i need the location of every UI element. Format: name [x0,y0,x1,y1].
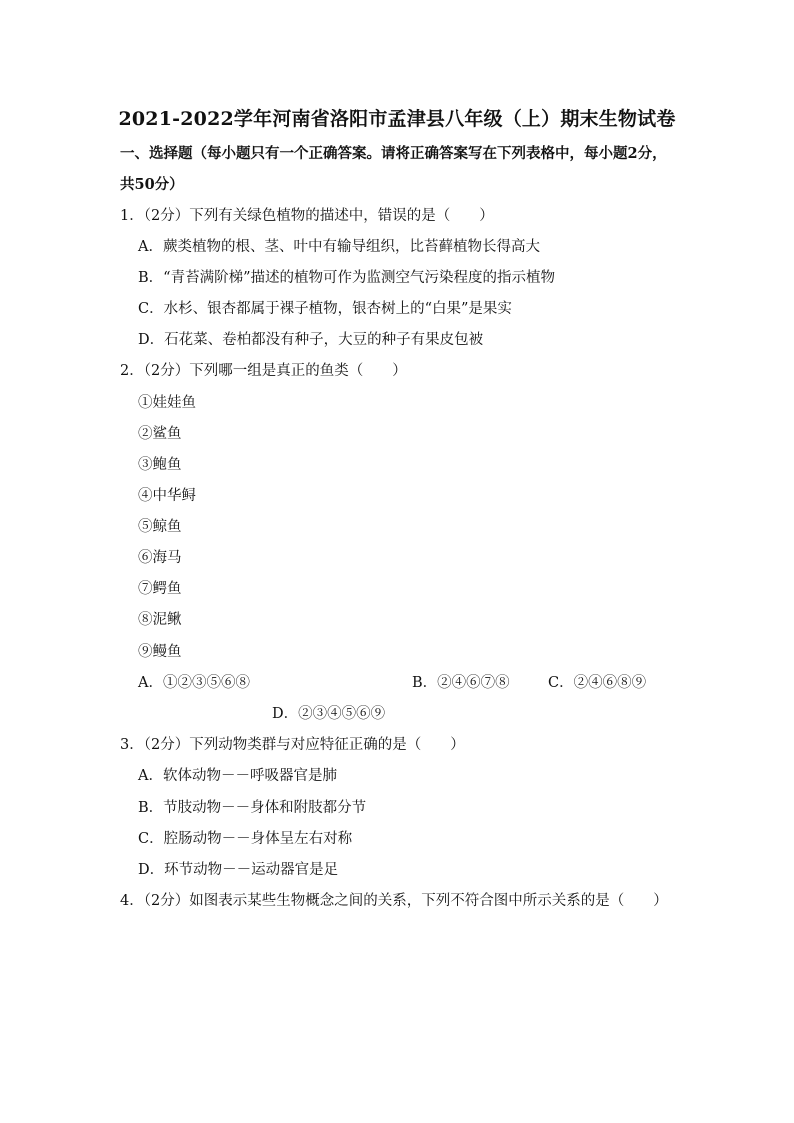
question-2-option-b: B．②④⑥⑦⑧ [412,675,510,691]
question-1-option-b: B．“青苔满阶梯”描述的植物可作为监测空气污染程度的指示植物 [138,270,555,286]
question-1-option-a: A．蕨类植物的根、茎、叶中有输导组织，比苔藓植物长得高大 [138,239,540,255]
question-1-option-d: D．石花菜、卷柏都没有种子，大豆的种子有果皮包被 [138,332,484,348]
question-2-item: ②鲨鱼 [138,426,182,442]
question-2-item: ⑨鳗鱼 [138,644,182,660]
question-2-item: ⑤鲸鱼 [138,519,182,535]
question-2-item: ④中华鲟 [138,488,196,504]
question-1-stem: 1．（2分）下列有关绿色植物的描述中，错误的是（ ） [120,208,494,224]
question-3-option-c: C．腔肠动物－－身体呈左右对称 [138,831,353,847]
question-2-option-d: D．②③④⑤⑥⑨ [272,706,386,722]
question-1-option-c: C．水杉、银杏都属于裸子植物，银杏树上的“白果”是果实 [138,301,512,317]
question-2-item: ⑥海马 [138,550,182,566]
question-4-stem: 4．（2分）如图表示某些生物概念之间的关系，下列不符合图中所示关系的是（ ） [120,893,668,909]
question-3-option-a: A．软体动物－－呼吸器官是肺 [138,768,337,784]
page-title: 2021-2022学年河南省洛阳市孟津县八年级（上）期末生物试卷 [118,108,676,130]
question-2-option-a: A．①②③⑤⑥⑧ [138,675,250,691]
question-2-item: ③鲍鱼 [138,457,182,473]
question-2-item: ⑧泥鳅 [138,612,182,628]
question-3-option-b: B．节肢动物－－身体和附肢都分节 [138,800,367,816]
question-2-option-c: C．②④⑥⑧⑨ [548,675,647,691]
question-3-stem: 3．（2分）下列动物类群与对应特征正确的是（ ） [120,737,465,753]
question-3-option-d: D．环节动物－－运动器官是足 [138,862,339,878]
question-2-item: ①娃娃鱼 [138,395,196,411]
question-2-item: ⑦鳄鱼 [138,581,182,597]
question-2-stem: 2．（2分）下列哪一组是真正的鱼类（ ） [120,363,407,379]
section-heading: 一、选择题（每小题只有一个正确答案。请将正确答案写在下列表格中，每小题2分，共50分） [120,145,667,193]
